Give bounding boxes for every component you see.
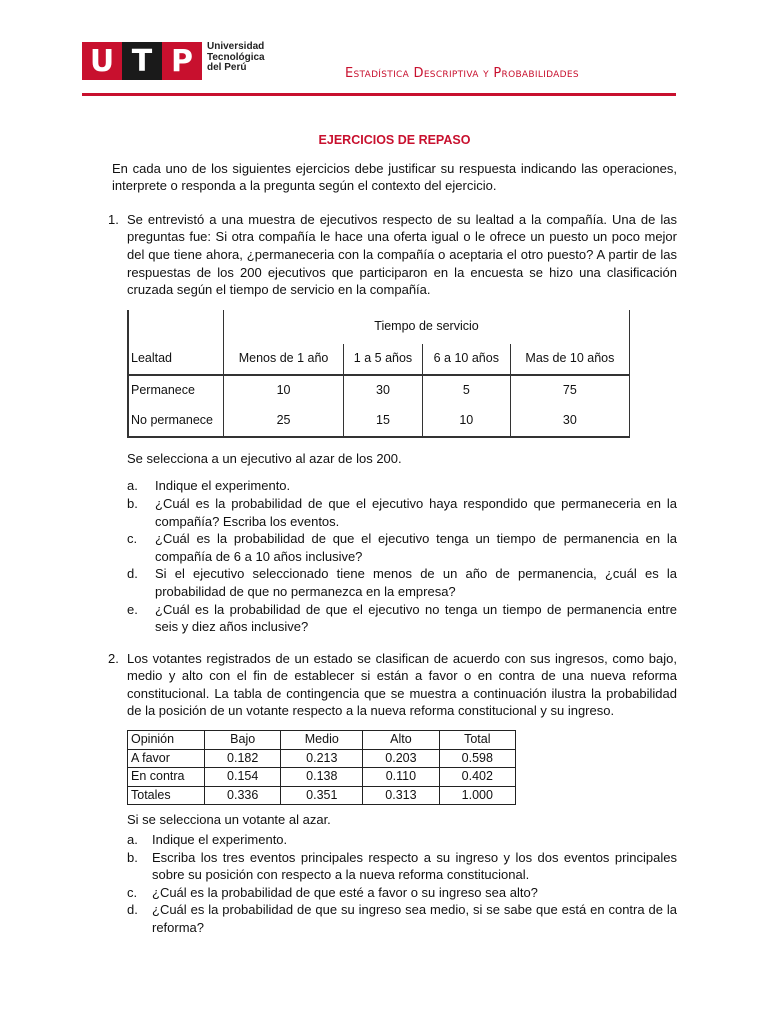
table-row xyxy=(128,375,630,406)
selection-statement: Se selecciona a un ejecutivo al azar de los 200. xyxy=(127,450,402,466)
column-header: Menos de 1 año xyxy=(224,344,344,375)
selection-statement: Si se selecciona un votante al azar. xyxy=(127,812,331,828)
question-text: Escriba los tres eventos principales respecto a su ingreso y los dos eventos principales sobre su posición con respecto a la nueva reforma constitucional. xyxy=(152,849,677,883)
exercise-number: 1. xyxy=(108,211,119,227)
table-cell: 10 xyxy=(224,375,344,406)
logo-letter-u: U xyxy=(82,42,122,80)
question-letter: c. xyxy=(127,531,138,547)
table-cell: 0.351 xyxy=(281,786,363,805)
question-text: ¿Cuál es la probabilidad de que el ejecutivo haya respondido que permaneceria en la compañía? Escriba los eventos. xyxy=(155,495,677,529)
table-row xyxy=(128,768,516,787)
question-letter: a. xyxy=(127,478,138,494)
document-title: EJERCICIOS DE REPASO xyxy=(318,133,471,147)
question-letter: b. xyxy=(127,495,138,511)
column-header: 6 a 10 años xyxy=(422,344,510,375)
table-cell: 25 xyxy=(224,406,344,437)
table-cell: 0.402 xyxy=(439,768,515,787)
row-label: En contra xyxy=(128,768,205,787)
question-item xyxy=(127,565,677,600)
group-header: Tiempo de servicio xyxy=(224,310,630,344)
question-item xyxy=(127,849,677,884)
table-cell: 0.213 xyxy=(281,749,363,768)
table-row xyxy=(128,786,516,805)
table-cell: 30 xyxy=(344,375,423,406)
column-header: Opinión xyxy=(128,731,205,750)
course-title: Estadística Descriptiva y Probabilidades xyxy=(345,66,579,81)
exercise-text: Los votantes registrados de un estado se clasifican de acuerdo con sus ingresos, como bajo, medio y alto con el fin de establecer si están a favor o en contra de una nueva reforma constitucional. La tabla de contingencia que se muestra a continuación ilustra la probabilidad de la posición de un votante respecto a la nueva reforma constitucional y su ingreso. xyxy=(127,650,677,719)
question-letter: c. xyxy=(127,884,138,900)
row-header: Lealtad xyxy=(128,344,224,375)
table-cell: 15 xyxy=(344,406,423,437)
university-name-line: del Perú xyxy=(207,62,247,73)
column-header: Total xyxy=(439,731,515,750)
question-text: Indique el experimento. xyxy=(155,478,291,494)
question-item xyxy=(127,477,677,495)
table-cell: 0.138 xyxy=(281,768,363,787)
table-header-row xyxy=(128,344,630,375)
table-header-row xyxy=(128,731,516,750)
exercise-2-questions xyxy=(112,831,677,937)
question-item xyxy=(127,530,677,565)
question-item xyxy=(127,901,677,936)
exercise-1-questions xyxy=(112,477,677,635)
document-body xyxy=(108,132,677,937)
table-cell: 0.110 xyxy=(363,768,439,787)
table-row xyxy=(128,406,630,437)
question-text: Indique el experimento. xyxy=(152,832,288,848)
question-item xyxy=(127,831,677,849)
table-cell xyxy=(128,310,224,344)
university-name-line: Tecnológica xyxy=(207,51,265,63)
column-header: Medio xyxy=(281,731,363,750)
loyalty-table xyxy=(127,310,630,438)
question-text: ¿Cuál es la probabilidad de que esté a favor o su ingreso sea alto? xyxy=(152,884,538,900)
table-cell: 75 xyxy=(510,375,629,406)
table-cell: 10 xyxy=(422,406,510,437)
table-cell: 30 xyxy=(510,406,629,437)
table-cell: 0.154 xyxy=(205,768,281,787)
exercise-1 xyxy=(108,211,677,299)
question-text: ¿Cuál es la probabilidad de que su ingreso sea medio, si se sabe que está en contra de la reforma? xyxy=(152,902,677,935)
university-name-line: Universidad xyxy=(207,41,265,52)
logo-letter-t: T xyxy=(122,42,162,80)
question-letter: a. xyxy=(127,832,138,848)
table-group-header-row xyxy=(128,310,630,344)
university-name xyxy=(207,42,265,74)
row-label: A favor xyxy=(128,749,205,768)
exercise-text: Se entrevistó a una muestra de ejecutivos respecto de su lealtad a la compañía. Una de las preguntas fue: Si otra compañía le hace una oferta igual o le ofrece un puesto un poco mejor del que tiene ahora, ¿permaneceria con la compañía o aceptaria el otro puesto? A partir de las respuestas de los 200 ejecutivos que participaron en la encuesta se hizo una clasificación cruzada según el tiempo de servicio en la compañía. xyxy=(127,211,677,298)
table-cell: 0.182 xyxy=(205,749,281,768)
question-item xyxy=(127,495,677,530)
question-letter: e. xyxy=(127,601,138,617)
row-label: Totales xyxy=(128,786,205,805)
contingency-table xyxy=(127,730,516,805)
table-cell: 0.313 xyxy=(363,786,439,805)
question-text: ¿Cuál es la probabilidad de que el ejecutivo tenga un tiempo de permanencia en la compañía de 6 a 10 años inclusive? xyxy=(155,531,677,564)
column-header: Bajo xyxy=(205,731,281,750)
exercise-2 xyxy=(108,650,677,720)
question-text: Si el ejecutivo seleccionado tiene menos de un año de permanencia, ¿cuál es la probabilidad de que no permanezca en la empresa? xyxy=(155,566,677,599)
question-letter: d. xyxy=(127,902,138,918)
row-label: Permanece xyxy=(128,375,224,406)
page-header xyxy=(0,0,768,100)
question-letter: b. xyxy=(127,849,138,865)
column-header: 1 a 5 años xyxy=(344,344,423,375)
instructions: En cada uno de los siguientes ejercicios debe justificar su respuesta indicando las operaciones, interprete o responda a la pregunta según el contexto del ejercicio. xyxy=(112,160,677,194)
table-cell: 0.336 xyxy=(205,786,281,805)
utp-logo xyxy=(82,42,202,80)
table-cell: 5 xyxy=(422,375,510,406)
logo-letter-p: P xyxy=(162,42,202,80)
column-header: Mas de 10 años xyxy=(510,344,629,375)
table-row xyxy=(128,749,516,768)
question-item xyxy=(127,601,677,636)
column-header: Alto xyxy=(363,731,439,750)
header-divider xyxy=(82,93,676,96)
exercise-number: 2. xyxy=(108,650,119,666)
table-cell: 0.598 xyxy=(439,749,515,768)
table-cell: 0.203 xyxy=(363,749,439,768)
question-text: ¿Cuál es la probabilidad de que el ejecutivo no tenga un tiempo de permanencia entre seis y diez años inclusive? xyxy=(155,601,677,635)
question-letter: d. xyxy=(127,566,138,582)
table-cell: 1.000 xyxy=(439,786,515,805)
row-label: No permanece xyxy=(128,406,224,437)
question-item xyxy=(127,884,677,902)
